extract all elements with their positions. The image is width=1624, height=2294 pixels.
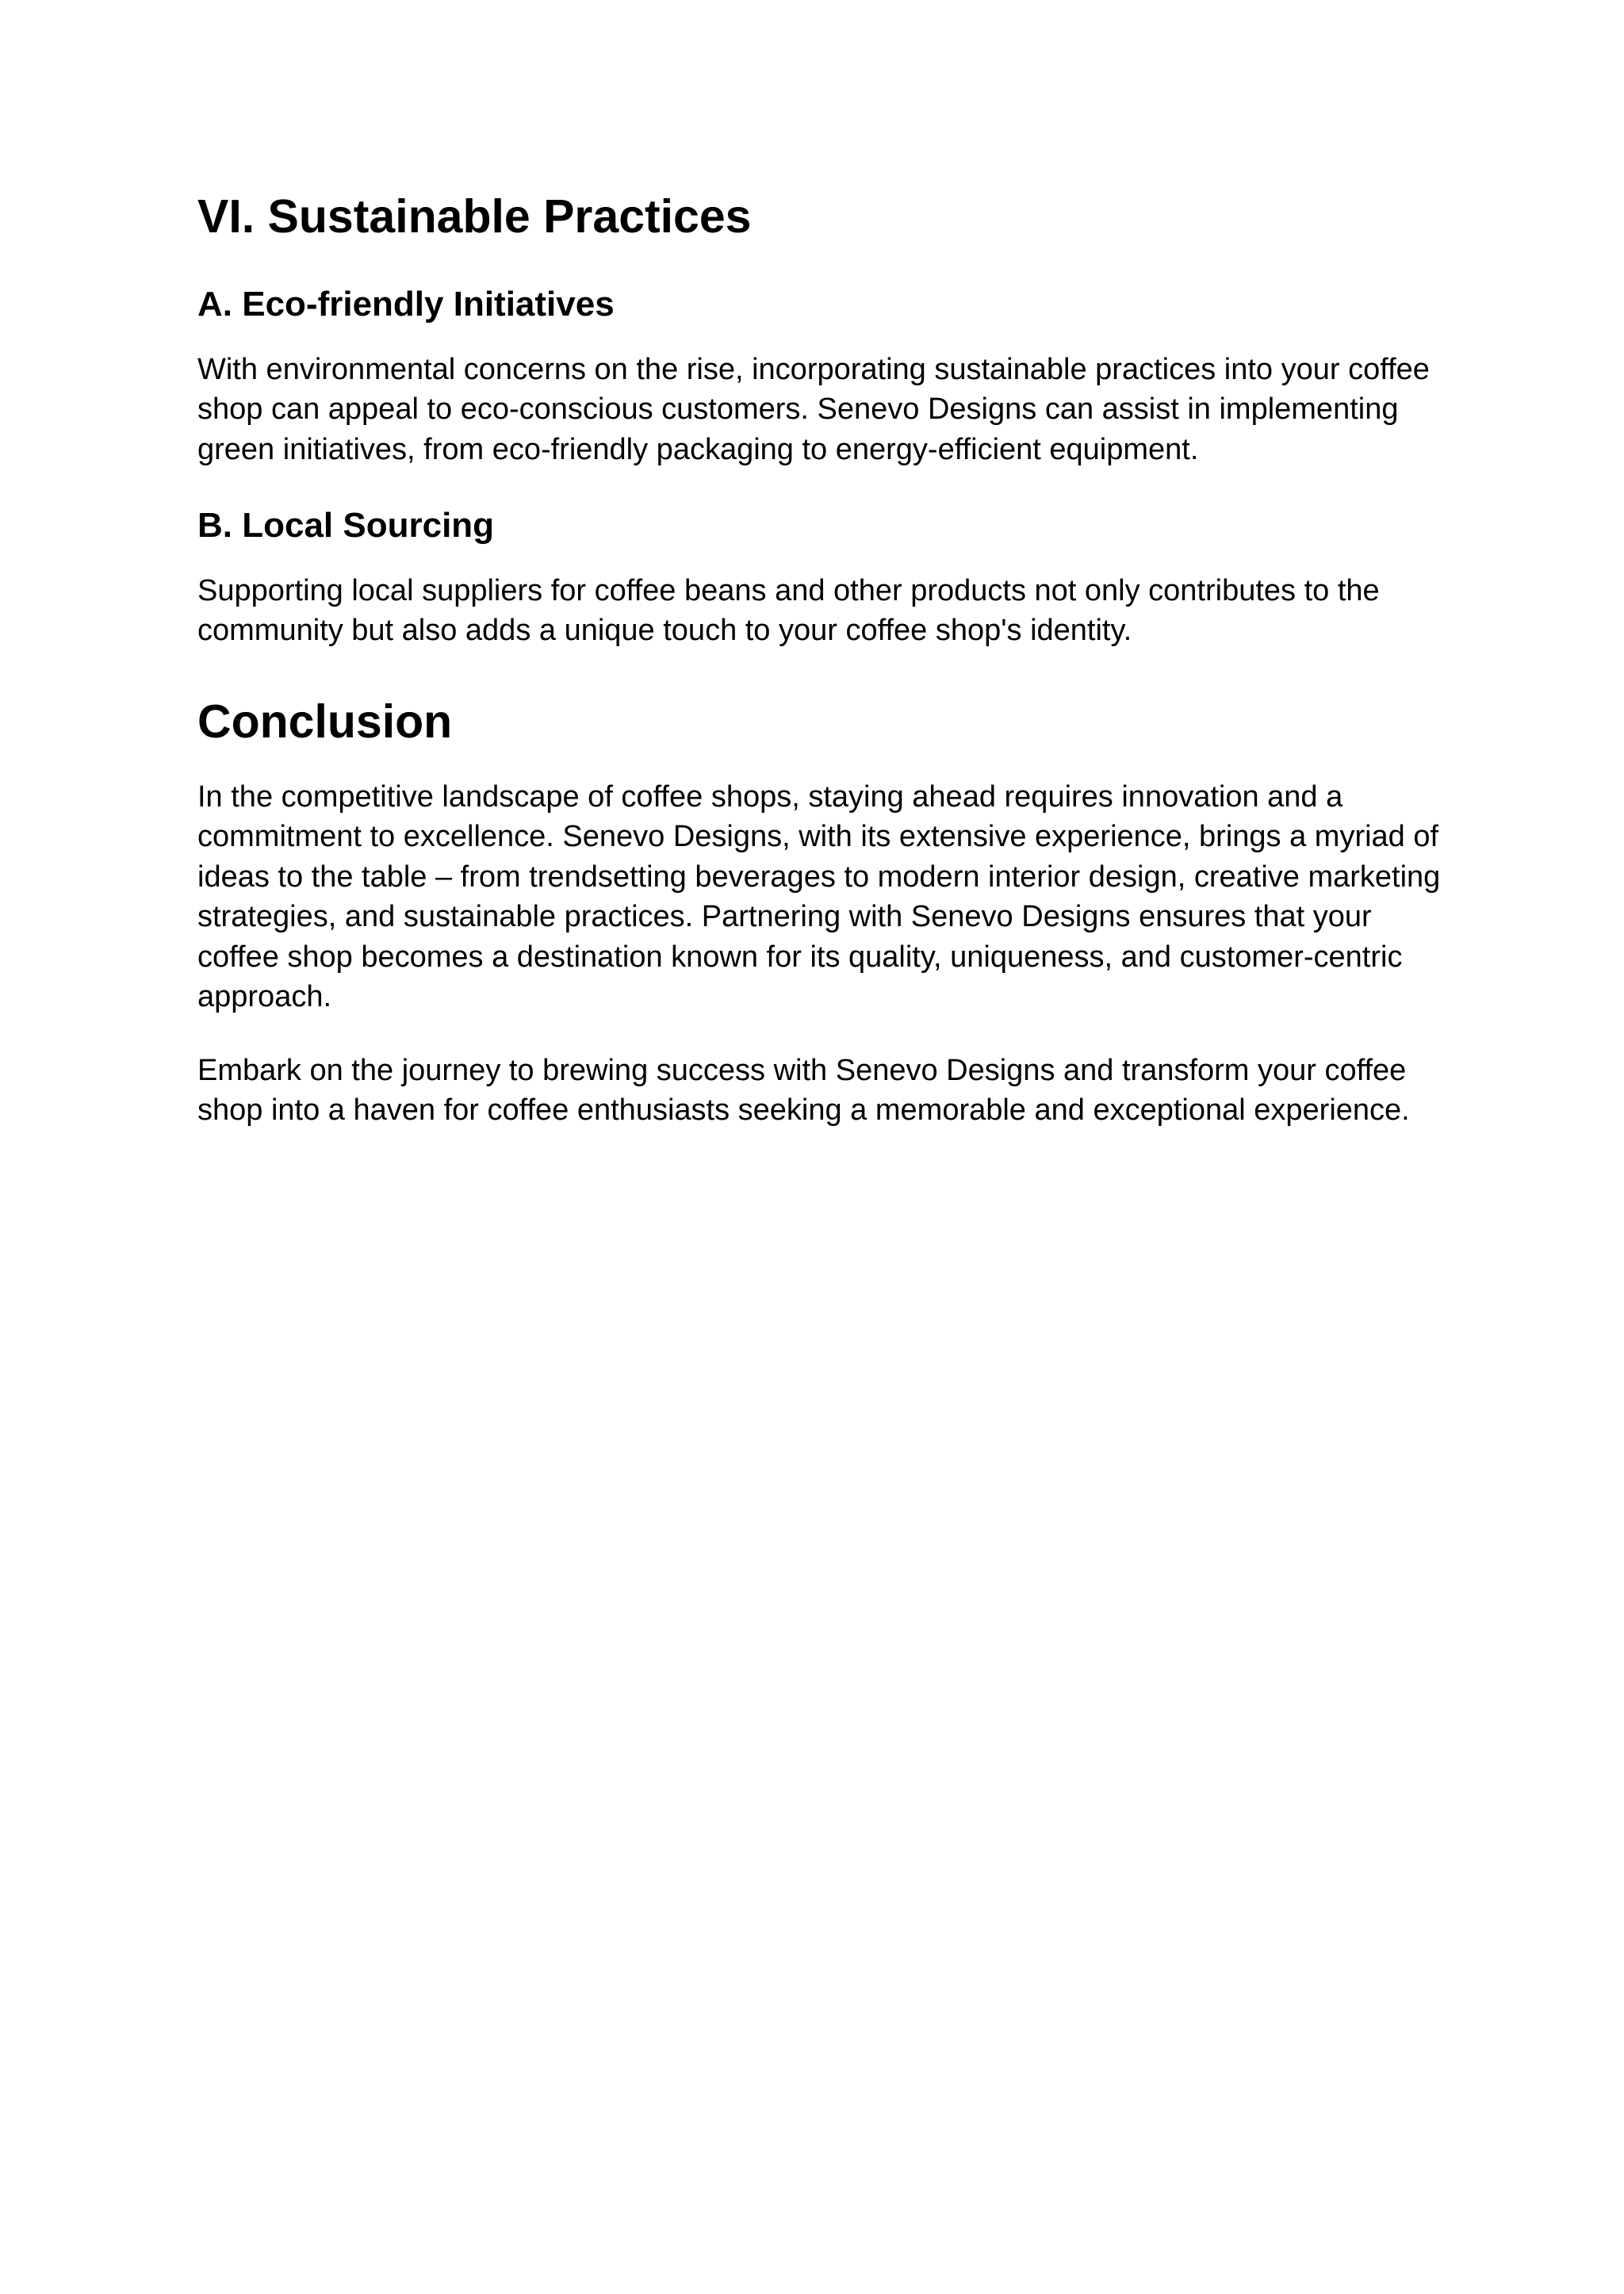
paragraph-conclusion-2: Embark on the journey to brewing success with Senevo Designs and transform your coffee shop into a haven for coffee enthusiasts seeking a memorable and exceptional experience. — [197, 1053, 1410, 1128]
paragraph-eco-friendly-initiatives: With environmental concerns on the rise, incorporating sustainable practices into your coffee shop can appeal to eco-conscious customers. Senevo Designs can assist in implementing green initiatives, from eco-friendly packaging to energy-efficient equipment. — [197, 352, 1430, 466]
document-page — [197, 189, 1450, 1131]
subheading-local-sourcing: B. Local Sourcing — [197, 506, 495, 546]
section-heading-conclusion: Conclusion — [197, 695, 453, 748]
section-heading-sustainable-practices: VI. Sustainable Practices — [197, 190, 752, 243]
paragraph-local-sourcing: Supporting local suppliers for coffee beans and other products not only contributes to the community but also adds a unique touch to your coffee shop's identity. — [197, 573, 1380, 648]
paragraph-conclusion-1: In the competitive landscape of coffee shops, staying ahead requires innovation and a commitment to excellence. Senevo Designs, with its extensive experience, brings a myriad of ideas to the table – from trendsetting beverages to modern interior design, creative marketing strategies, and sustainable practices. Partnering with Senevo Designs ensures that your coffee shop becomes a destination known for its quality, uniqueness, and customer-centric approach. — [197, 779, 1441, 1014]
subheading-eco-friendly-initiatives: A. Eco-friendly Initiatives — [197, 284, 615, 324]
